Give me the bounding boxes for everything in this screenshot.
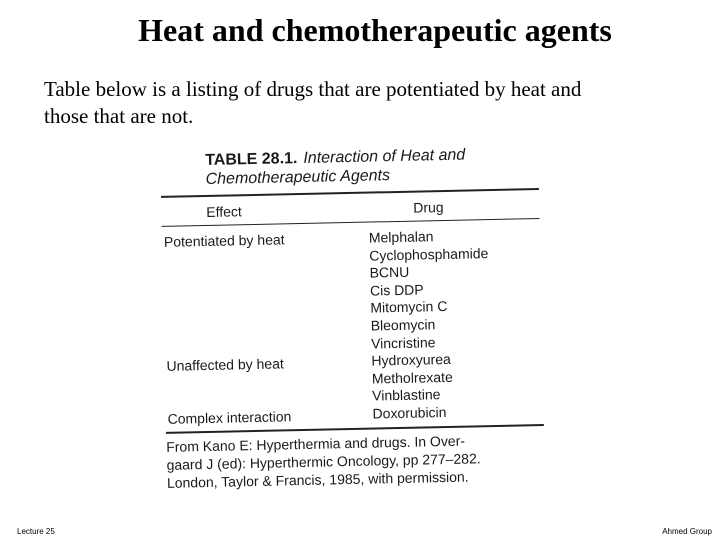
drug-item: Vincristine — [370, 333, 436, 352]
drug-item: BCNU — [369, 263, 410, 281]
drug-item: Bleomycin — [370, 316, 436, 334]
drug-item: Metholrexate — [371, 368, 453, 387]
drug-item: Melphalan — [368, 228, 434, 246]
table-caption — [205, 146, 466, 189]
footer-lecture: Lecture 25 — [17, 527, 55, 536]
intro-text — [44, 76, 684, 130]
drug-list — [369, 227, 492, 423]
source-line: gaard J (ed): Hyperthermic Oncology, pp 277–282. — [166, 450, 481, 473]
source-line: From Kano E: Hyperthermia and drugs. In Over- — [166, 432, 466, 455]
column-header-effect: Effect — [206, 203, 243, 220]
column-header-drug: Drug — [413, 199, 444, 216]
drug-item: Hydroxyurea — [371, 351, 451, 369]
drug-item: Mitomycin C — [370, 298, 448, 316]
table-top-rule — [161, 188, 539, 198]
slide-title: Heat and chemotherapeutic agents — [138, 12, 612, 48]
scanned-table — [157, 142, 549, 500]
footer-author: Ahmed Group — [662, 527, 712, 536]
table-title-line: Interaction of Heat and — [303, 146, 466, 167]
drug-item: Cis DDP — [369, 281, 424, 299]
drug-item: Vinblastine — [372, 386, 441, 404]
intro-line: those that are not. — [44, 104, 194, 128]
drug-item: Cyclophosphamide — [369, 244, 489, 264]
intro-line: Table below is a listing of drugs that are potentiated by heat and — [44, 77, 582, 101]
drug-item: Doxorubicin — [372, 403, 447, 422]
source-line: London, Taylor & Francis, 1985, with permission. — [166, 468, 469, 491]
table-source-note — [166, 430, 552, 492]
table-title-line: Chemotherapeutic Agents — [205, 167, 391, 188]
effect-label: Complex interaction — [167, 408, 292, 427]
table-number: TABLE 28.1. — [205, 150, 298, 169]
effect-label: Potentiated by heat — [163, 231, 285, 250]
effect-label: Unaffected by heat — [166, 355, 284, 374]
